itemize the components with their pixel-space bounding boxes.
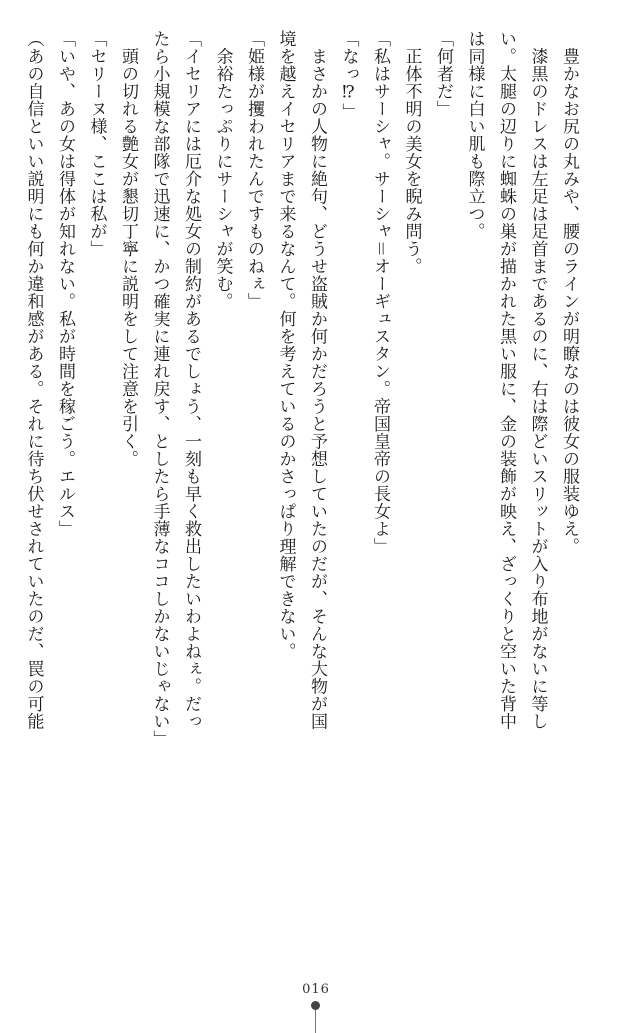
text-line: 頭の切れる艶女が懇切丁寧に説明をして注意を引く。 [118,30,138,468]
text-line: 「なっ⁉」 [338,30,359,121]
page-number: 016 [302,982,330,997]
text-line: 余裕たっぷりにサーシャが笑む。 [212,30,233,310]
text-line: たら小規模な部隊で迅速に、かつ確実に連れ戻す、としたら手薄なココしかないじゃない」 [149,30,170,748]
body-text [17,30,584,890]
text-line: は同様に白い肌も際立つ。 [464,30,485,240]
text-line: （あの自信といい説明にも何か違和感がある。それに待ち伏せされていたのだ、罠の可能 [23,30,44,730]
text-line: 豊かなお尻の丸みや、腰のラインが明瞭なのは彼女の服装ゆえ。 [559,30,579,555]
text-line: 漆黒のドレスは左足は足首まであるのに、右は際どいスリットが入り布地がないに等し [527,30,548,730]
folio-dot [311,1001,320,1010]
text-line: い。太腿の辺りに蜘蛛の巣が描かれた黒い服に、金の装飾が映え、ざっくりと空いた背中 [496,30,516,730]
text-line: 「私はサーシャ。サーシャ＝オーギュスタン。帝国皇帝の長女よ」 [370,30,390,555]
text-line: 境を越えイセリアまで来るなんて。何を考えているのかさっぱり理解できない。 [275,30,296,660]
text-line: 正体不明の美女を睨み問う。 [401,30,422,275]
folio-rule [315,1010,316,1033]
text-line: 「何者だ」 [433,30,453,118]
text-line: 「イセリアには厄介な処女の制約があるでしょう、一刻も早く救出したいわよねぇ。だっ [181,30,201,730]
text-line: 「セリーヌ様、ここは私が」 [86,30,107,258]
text-line: 「いや、あの女は得体が知れない。私が時間を稼ごう。エルス」 [55,30,75,538]
text-line: 「姫様が攫われたんですものねぇ」 [244,30,264,310]
text-line: まさかの人物に絶句、どうせ盗賊か何かだろうと予想していたのだが、そんな大物が国 [307,30,327,730]
